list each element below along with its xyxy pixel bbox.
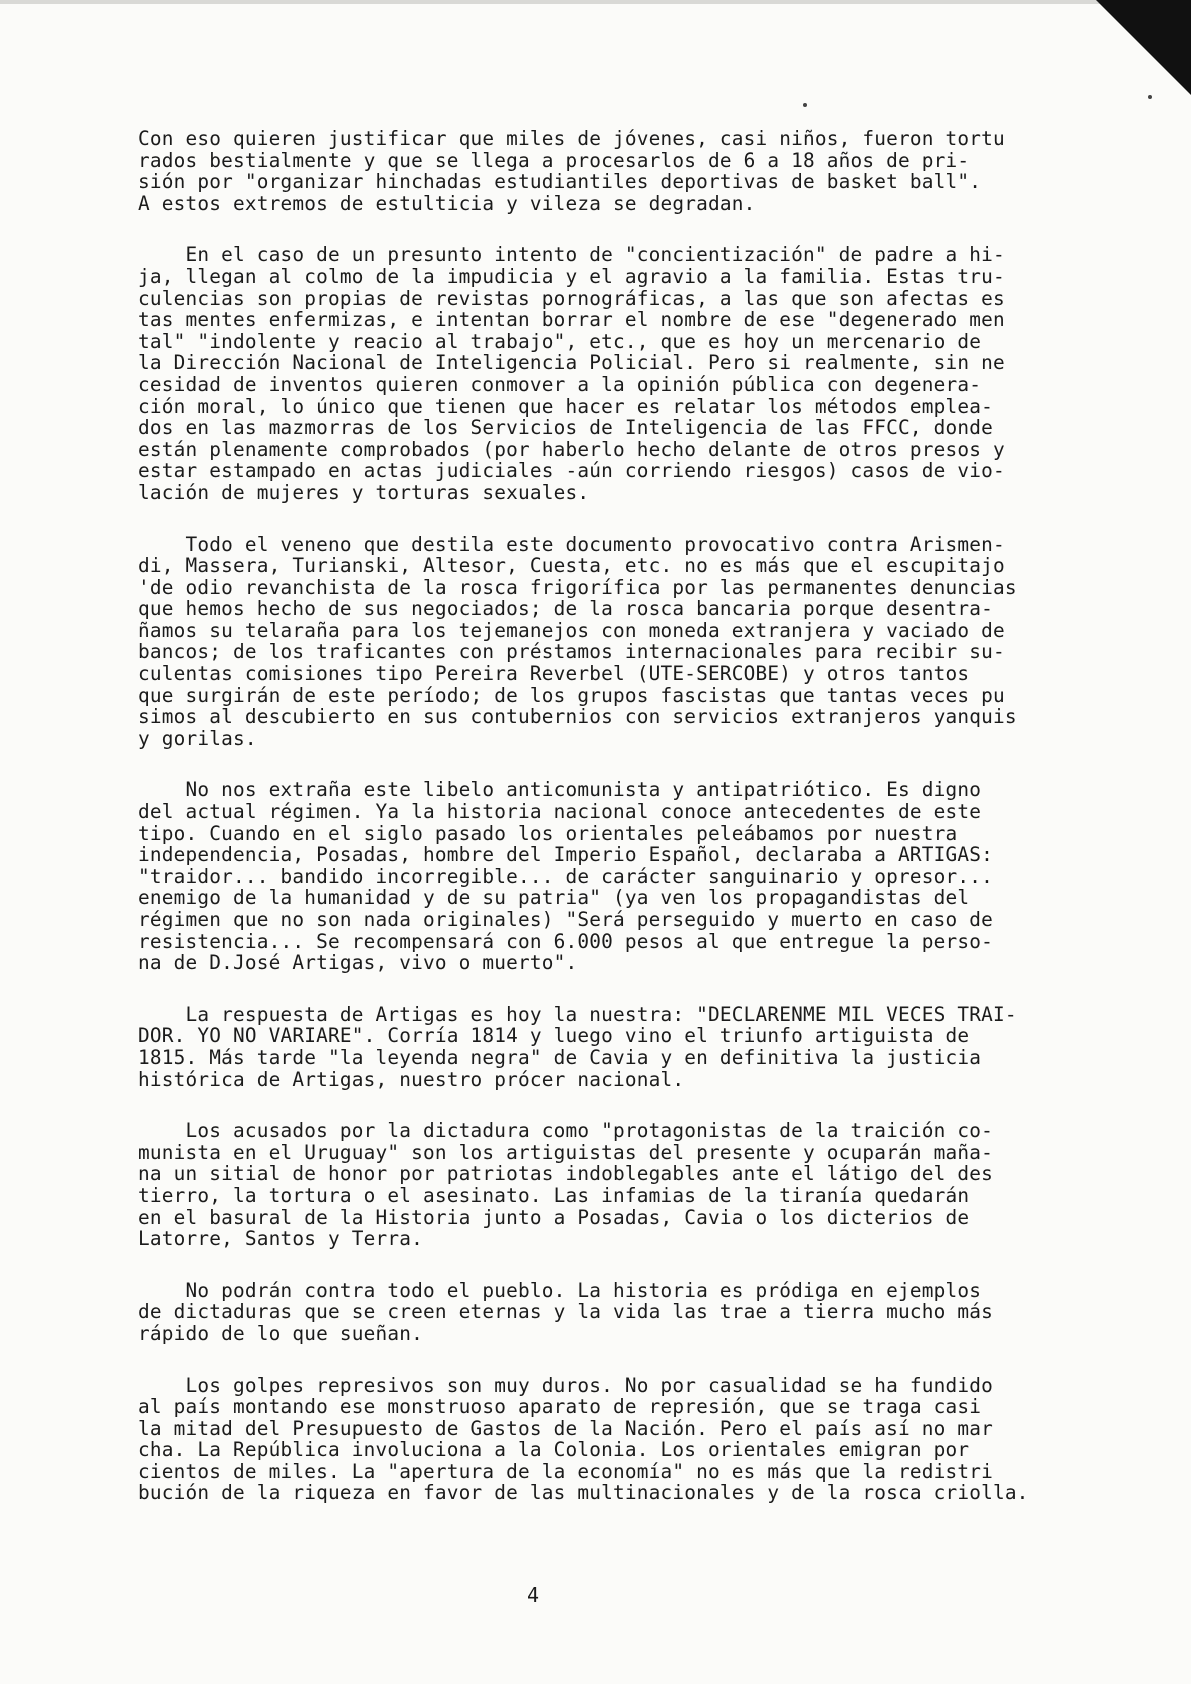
page-top-edge bbox=[0, 0, 1191, 4]
paragraph: Los golpes represivos son muy duros. No por casualidad se ha fundido al país montando ese monstruoso aparato de represión, que se traga casi la mitad del Presupuesto de Gastos de la Nación. Pero el país así no mar cha. La República involuciona a la Colonia. Los orientales emigran por cientos de miles. La "apertura de la economía" no es más que la redistri bución de la riqueza en favor de las multinacionales y de la rosca criolla. bbox=[138, 1373, 1029, 1505]
corner-fold-shadow bbox=[1096, 0, 1191, 95]
paragraph: En el caso de un presunto intento de "concientización" de padre a hi- ja, llegan al colmo de la impudicia y el agravio a la familia. Estas tru- culencias son propias de revistas pornográficas, a las que son afectas es tas mentes enfermizas, e intentan borrar el nombre de ese "degenerado men tal" "indolente y reacio al trabajo", etc., que es hoy un mercenario de la Dirección Nacional de Inteligencia Policial. Pero si realmente, sin ne cesidad de inventos quieren conmover a la opinión pública con degenera- ción moral, lo único que tienen que hacer es relatar los métodos emplea- dos en las mazmorras de los Servicios de Inteligencia de las FFCC, donde están plenamente comprobados (por haberlo hecho delante de otros presos y estar estampado en actas judiciales -aún corriendo riesgos) casos de vio- lación de mujeres y torturas sexuales. bbox=[138, 243, 1005, 504]
paragraph: No nos extraña este libelo anticomunista y antipatriótico. Es digno del actual régimen. Ya la historia nacional conoce antecedentes de este tipo. Cuando en el siglo pasado los orientales peleábamos por nuestra independencia, Posadas, hombre del Imperio Español, declaraba a ARTIGAS: "traidor... bandido incorregible... de carácter sanguinario y opresor... enemigo de la humanidad y de su patria" (ya ven los propagandistas del régimen que no son nada originales) "Será perseguido y muerto en caso de resistencia... Se recompensará con 6.000 pesos al que entregue la perso- na de D.José Artigas, vivo o muerto". bbox=[138, 778, 993, 975]
paragraph: No podrán contra todo el pueblo. La historia es pródiga en ejemplos de dictaduras que se creen eternas y la vida las trae a tierra mucho más rápido de lo que sueñan. bbox=[138, 1278, 993, 1345]
paragraph: Los acusados por la dictadura como "protagonistas de la traición co- munista en el Uruguay" son los artiguistas del presente y ocuparán maña- na un sitial de honor por patriotas indoblegables ante el látigo del des tierro, la tortura o el asesinato. Las infamias de la tiranía quedarán en el basural de la Historia junto a Posadas, Cavia o los dicterios de Latorre, Santos y Terra. bbox=[138, 1119, 993, 1251]
page-number: 4 bbox=[527, 1583, 540, 1607]
stray-ink-mark bbox=[1148, 95, 1152, 99]
stray-ink-mark bbox=[803, 103, 807, 107]
paragraph: Con eso quieren justificar que miles de jóvenes, casi niños, fueron tortu rados bestialmente y que se llega a procesarlos de 6 a 18 años de pri- sión por "organizar hinchadas estudiantiles deportivas de basket ball". A estos extremos de estulticia y vileza se degradan. bbox=[138, 127, 1005, 215]
typed-page-body bbox=[138, 128, 1138, 1504]
paragraph: Todo el veneno que destila este documento provocativo contra Arismen- di, Massera, Turianski, Altesor, Cuesta, etc. no es más que el escupitajo 'de odio revanchista de la rosca frigorífica por las permanentes denuncias que hemos hecho de sus negociados; de la rosca bancaria porque desentra- ñamos su telaraña para los tejemanejos con moneda extranjera y vaciado de bancos; de los traficantes con préstamos internacionales para recibir su- culentas comisiones tipo Pereira Reverbel (UTE-SERCOBE) y otros tantos que surgirán de este período; de los grupos fascistas que tantas veces pu simos al descubierto en sus contubernios con servicios extranjeros yanquis y gorilas. bbox=[138, 532, 1017, 750]
paragraph: La respuesta de Artigas es hoy la nuestra: "DECLARENME MIL VECES TRAI- DOR. YO NO VARIARE". Corría 1814 y luego vino el triunfo artiguista de 1815. Más tarde "la leyenda negra" de Cavia y en definitiva la justicia histórica de Artigas, nuestro prócer nacional. bbox=[138, 1002, 1017, 1091]
